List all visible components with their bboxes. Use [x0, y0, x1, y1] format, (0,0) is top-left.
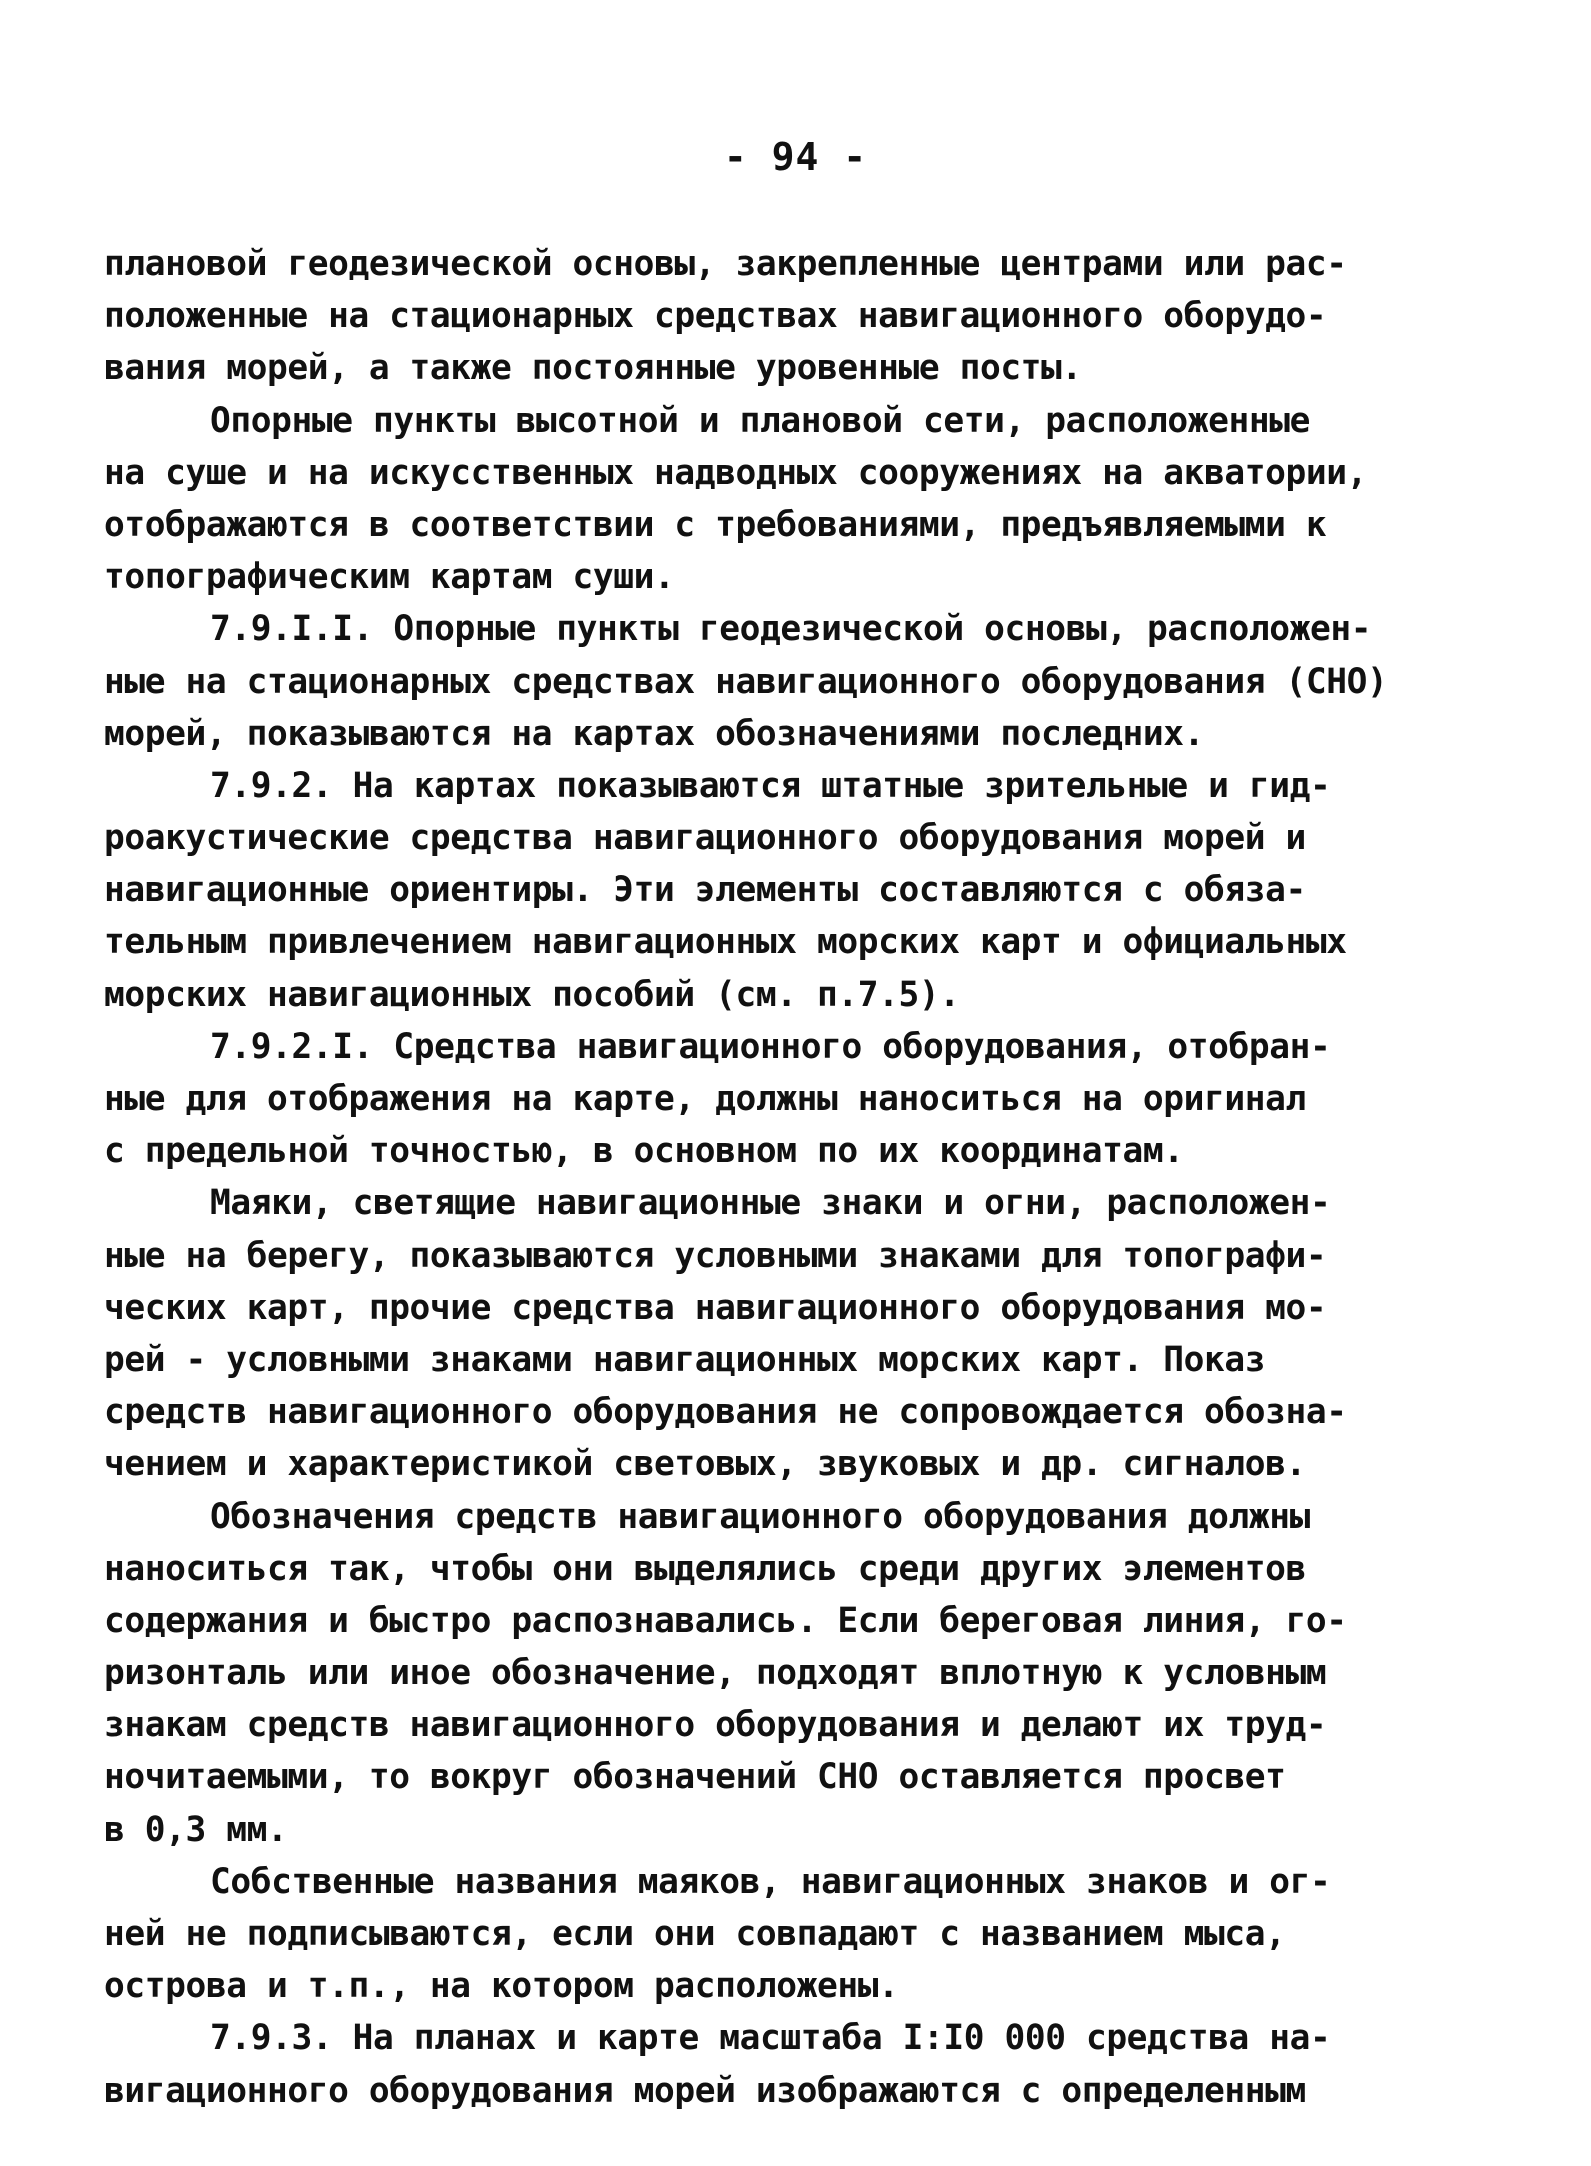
paragraph-first-line: 7.9.2.I. Средства навигационного оборудования, отобран-: [210, 1026, 1331, 1067]
text-line: навигационные ориентиры. Эти элементы составляются с обяза-: [104, 870, 1306, 911]
text-line: знакам средств навигационного оборудования и делают их труд-: [104, 1705, 1327, 1746]
page-number: - 94 -: [723, 135, 868, 179]
paragraph-first-line: Опорные пункты высотной и плановой сети, расположенные: [210, 400, 1311, 441]
text-line: тельным привлечением навигационных морских карт и официальных: [104, 922, 1347, 963]
text-line: роакустические средства навигационного оборудования морей и: [104, 818, 1306, 859]
text-line: средств навигационного оборудования не сопровождается обозна-: [104, 1392, 1347, 1433]
text-line: чением и характеристикой световых, звуковых и др. сигналов.: [104, 1444, 1306, 1485]
text-line: ные на стационарных средствах навигационного оборудования (СНО): [104, 661, 1388, 702]
text-line: с предельной точностью, в основном по их координатам.: [104, 1131, 1184, 1172]
text-line: вания морей, а также постоянные уровенные посты.: [104, 348, 1082, 389]
paragraph-first-line: Маяки, светящие навигационные знаки и огни, расположен-: [210, 1183, 1331, 1224]
text-line: морских навигационных пособий (см. п.7.5).: [104, 974, 960, 1015]
text-line: содержания и быстро распознавались. Если береговая линия, го-: [104, 1600, 1347, 1641]
text-line: ней не подписываются, если они совпадают с названием мыса,: [104, 1914, 1286, 1954]
paragraph-first-line: Обозначения средств навигационного оборудования должны: [210, 1496, 1311, 1537]
paragraph-first-line: Собственные названия маяков, навигационных знаков и ог-: [210, 1861, 1331, 1902]
text-line: ные на берегу, показываются условными знаками для топографи-: [104, 1235, 1327, 1276]
text-line: на суше и на искусственных надводных сооружениях на акватории,: [104, 452, 1367, 493]
text-line: наноситься так, чтобы они выделялись среди других элементов: [104, 1548, 1306, 1589]
text-line: вигационного оборудования морей изображаются с определенным: [104, 2070, 1306, 2111]
text-line: в 0,3 мм.: [104, 1809, 288, 1850]
text-line: ризонталь или иное обозначение, подходят вплотную к условным: [104, 1653, 1327, 1694]
paragraph-first-line: 7.9.3. На планах и карте масштаба I:I0 000 средства на-: [210, 2018, 1331, 2059]
text-line: острова и т.п., на котором расположены.: [104, 1966, 899, 2007]
text-line: плановой геодезической основы, закрепленные центрами или рас-: [104, 244, 1347, 284]
paragraph-first-line: 7.9.2. На картах показываются штатные зрительные и гид-: [210, 765, 1331, 806]
text-line: рей - условными знаками навигационных морских карт. Показ: [104, 1339, 1266, 1380]
body-text: [104, 238, 1504, 2117]
text-line: отображаются в соответствии с требованиями, предъявляемыми к: [104, 504, 1327, 545]
text-line: ночитаемыми, то вокруг обозначений СНО оставляется просвет: [104, 1757, 1286, 1798]
text-line: положенные на стационарных средствах навигационного оборудо-: [104, 296, 1327, 337]
text-line: топографическим картам суши.: [104, 557, 675, 598]
paragraph-first-line: 7.9.I.I. Опорные пункты геодезической основы, расположен-: [210, 609, 1372, 650]
text-line: ческих карт, прочие средства навигационного оборудования мо-: [104, 1287, 1327, 1328]
text-line: ные для отображения на карте, должны наноситься на оригинал: [104, 1079, 1306, 1119]
text-line: морей, показываются на картах обозначениями последних.: [104, 713, 1205, 754]
